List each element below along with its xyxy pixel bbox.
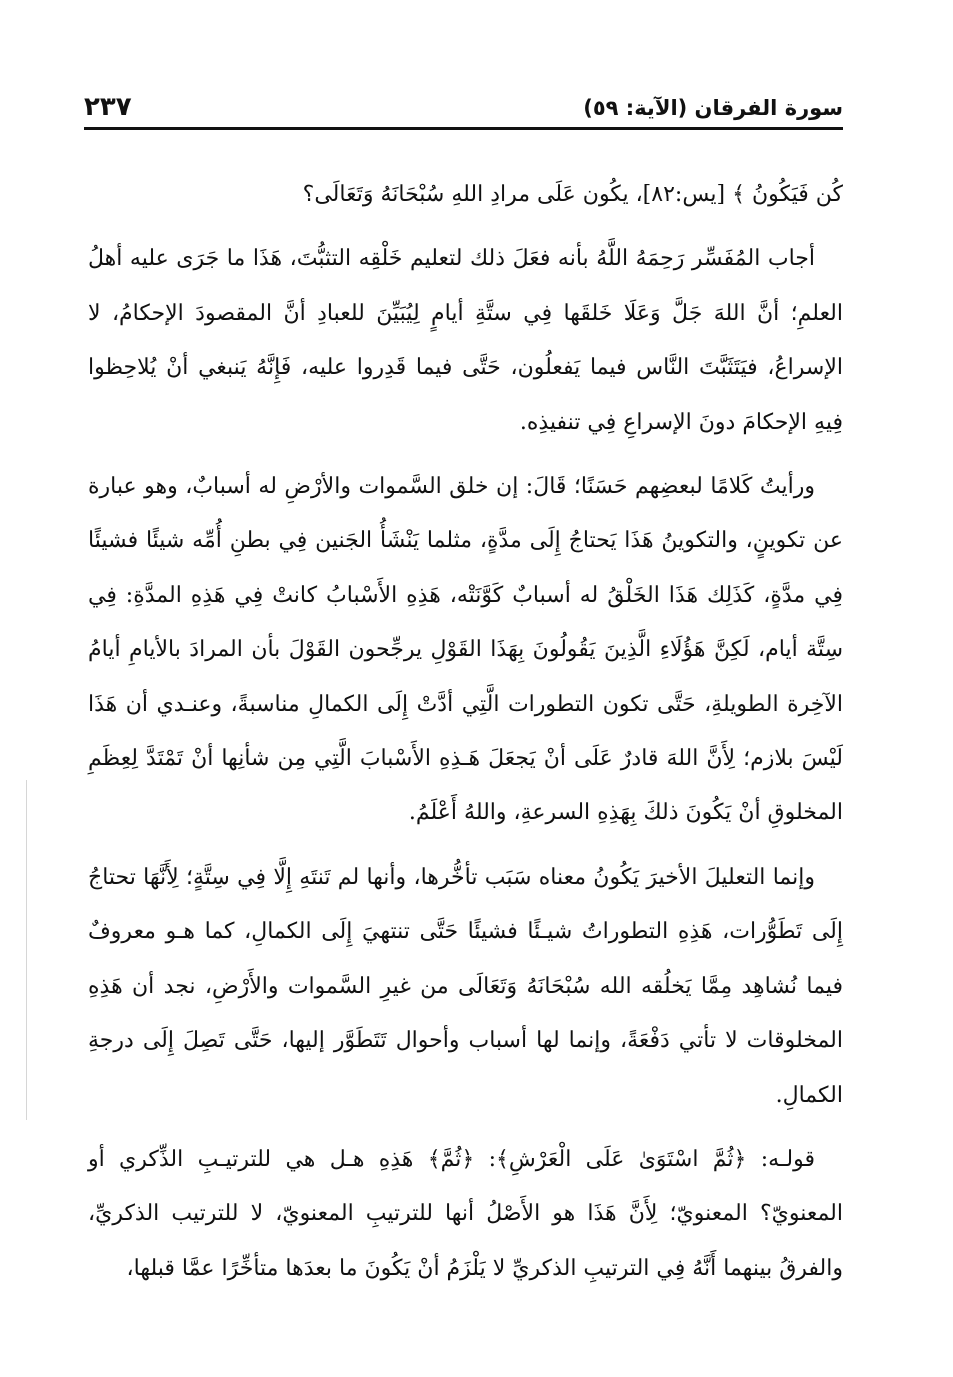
scan-margin-line (26, 780, 27, 1120)
paragraph: ورأيتُ كَلامًا لبعضِهم حَسَنًا؛ قَالَ: إن خلق السَّموات والأرْضِ له أسبابٌ، وهو عبارة عن تكوينٍ، والتكوينُ هَذَا يَحتاجُ إِلَى مدَّةٍ، مثلما يَنْشَأُ الجَنين فِي بطنِ أُمِّه شيئًا فشيئًا فِي مدَّةٍ، كَذَلِك هَذَا الخَلْقُ له أسبابٌ كَوَّنَتْه، هَذِهِ الأَسْبابُ كانتْ فِي هَذِهِ المدَّةِ: فِي سِتَّة أيام، لَكِنَّ هَؤُلَاءِ الَّذِينَ يَقُولُونَ بِهَذَا القَوْلِ يرجِّحون القَوْلَ بأن المرادَ بالأيامِ أيامُ الآخِرة الطويلةِ، حَتَّى تكون التطورات الَّتِي أدَّتْ إِلَى الكمالِ مناسبةً، وعنـدي أن هَذَا لَيْسَ بلازم؛ لِأَنَّ اللهَ قادرٌ عَلَى أنْ يَجعَلَ هَـذِهِ الأَسْبابَ الَّتِي مِن شأنِها أنْ تَمْتَدَّ لِعِظَمِ المخلوقِ أنْ يَكُونَ ذلكَ بِهَذِهِ السرعةِ، واللهُ أَعْلَمُ. (88, 474, 843, 826)
paragraph: أجاب المُفَسِّر رَحِمَهُ اللَّهُ بأنه فعَلَ ذلك لتعليم خَلْقِه التثبُّتَ، هَذَا ما جَرَى عليه أهلُ العلمِ؛ أنَّ اللهَ جَلَّ وَعَلَا خَلقَها فِي ستَّةِ أيامٍ لِيُبَيِّنَ للعبادِ أنَّ المقصودَ الإحكامُ، لا الإسراعُ، فيَتَثَبَّتَ النَّاس فيما يَفعلُون، حَتَّى فيما قَدِروا عليه، فَإِنَّهُ يَنبغي أنْ يُلاحِظوا فِيهِ الإحكامَ دونَ الإسراعِ فِي تنفيذِه. (88, 246, 843, 435)
paragraph-continuation: كُن فَيَكُونُ ﴾ [يس:٨٢]، يكُون عَلَى مرادِ اللهِ سُبْحَانَهُ وَتَعَالَى؟ (302, 182, 843, 207)
header-rule (84, 127, 843, 130)
paragraph: قولـه: ﴿ثُمَّ اسْتَوَىٰ عَلَى الْعَرْشِ﴾: ﴿ثُمَّ﴾ هَذِهِ هـل هي للترتيـبِ الذِّكري أو المعنويّ؟ المعنويّ؛ لِأَنَّ هَذَا هو الأَصْلُ أنها للترتيبِ المعنويّ، لا للترتيب الذكريِّ، والفرقُ بينهما أَنَّهُ فِي الترتيبِ الذكريِّ لا يَلْزَمُ أنْ يَكُونَ ما بعدَها متأخِّرًا عمَّا قبلها، (88, 1146, 843, 1281)
running-title: سورة الفرقان (الآية: ٥٩) (583, 96, 843, 120)
page-number: ٢٣٧ (84, 92, 132, 122)
paragraph: وإنما التعليلَ الأخيرَ يَكُونُ معناه سَبَب تأخُّرها، وأنها لم تَنتَهِ إِلَّا فِي سِتَّةٍ؛ لِأَنَّهَا تحتاجُ إِلَى تَطَوُّرات، هَذِهِ التطوراتُ شيـئًا فشيئًا حَتَّى تنتهيَ إِلَى الكمالِ، كما هـو معروفٌ فيما نُشاهِد مِمَّا يَخلُقه الله سُبْحَانَهُ وَتَعَالَى من غيرِ السَّموات والأَرْضِ، نجد أن هَذِهِ المخلوقات لا تأتي دَفْعَةً، وإنما لها أسباب وأحوال تَتَطَوَّر إليها، حَتَّى تَصِلَ إِلَى درجةِ الكمالِ. (88, 864, 843, 1108)
page-header (84, 88, 843, 128)
body-text (88, 168, 843, 1306)
